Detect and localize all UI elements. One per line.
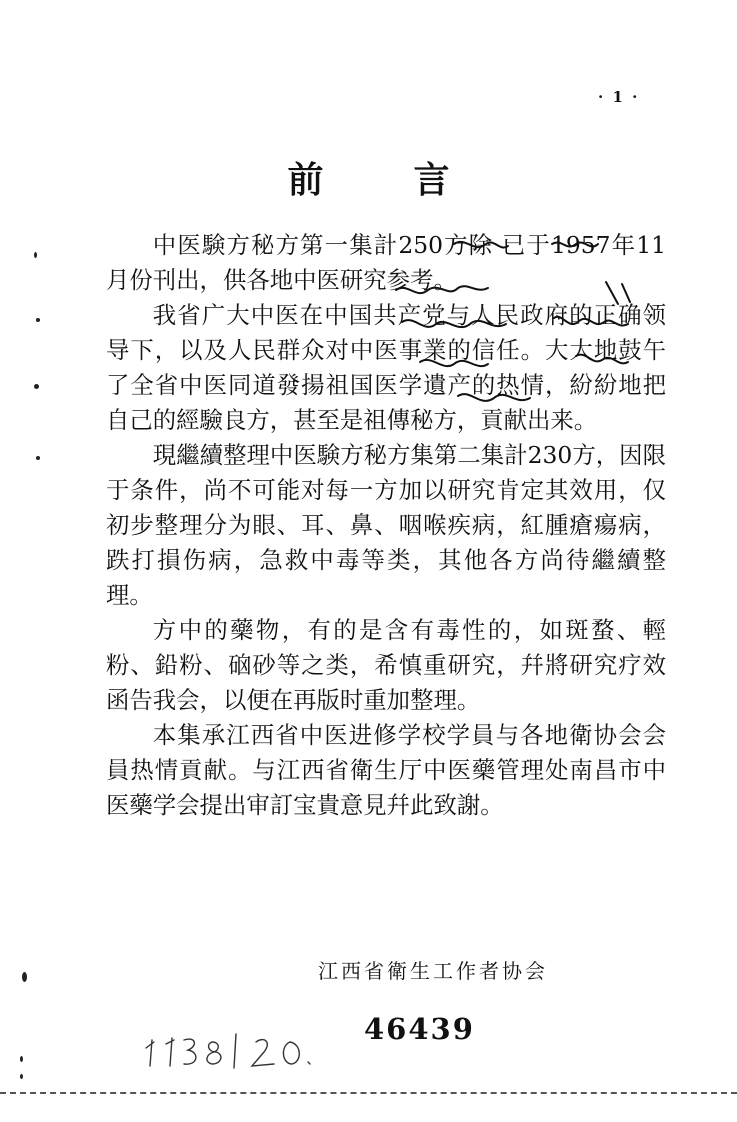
bottom-rule [0,1092,737,1096]
scan-speck [34,252,37,258]
scan-speck [36,318,40,322]
paragraph-3: 現繼續整理中医験方秘方集第二集計230方，因限于条件，尚不可能对每一方加以研究肯定其效用，仅初步整理分为眼、耳、鼻、咽喉疾病，紅腫瘡瘍病，跌打損伤病，急救中毒等类，其他各方尚待繼續整理。 [106,441,666,609]
paragraph-1: 中医験方秘方第一集計250方除 已于1957年11月份刊出，供各地中医研究参考。 [106,231,666,294]
scan-speck [34,384,39,389]
paragraph-2: 我省广大中医在中国共产党与人民政府的正确领导下，以及人民群众对中医事業的信任。大大地鼓午了全省中医同道發揚祖国医学遺产的热情，紛紛地把自己的經驗良方，甚至是祖傳秘方，貢献出来。 [106,301,666,434]
scan-speck [36,456,40,460]
page-number: · 1 · [598,88,640,106]
scan-speck [20,1074,23,1079]
scan-speck [22,972,27,982]
signature-organization: 江西省衛生工作者协会 [318,959,548,983]
handwritten-note [140,1022,345,1074]
body-text [106,228,666,823]
paragraph-5: 本集承江西省中医进修学校学員与各地衛协会会員热情貢献。与江西省衛生厅中医藥管理处南昌市中医藥学会提出审訂宝貴意見幷此致謝。 [106,721,666,819]
page-title: 前言 [287,159,540,201]
stamp-number: 46439 [364,1012,475,1046]
paragraph-4: 方中的藥物，有的是含有毒性的，如斑蝥、輕粉、鉛粉、硇砂等之类，希慎重研究，幷將研究疗效函告我会，以便在再版时重加整理。 [106,616,666,714]
scan-speck [20,1056,23,1062]
